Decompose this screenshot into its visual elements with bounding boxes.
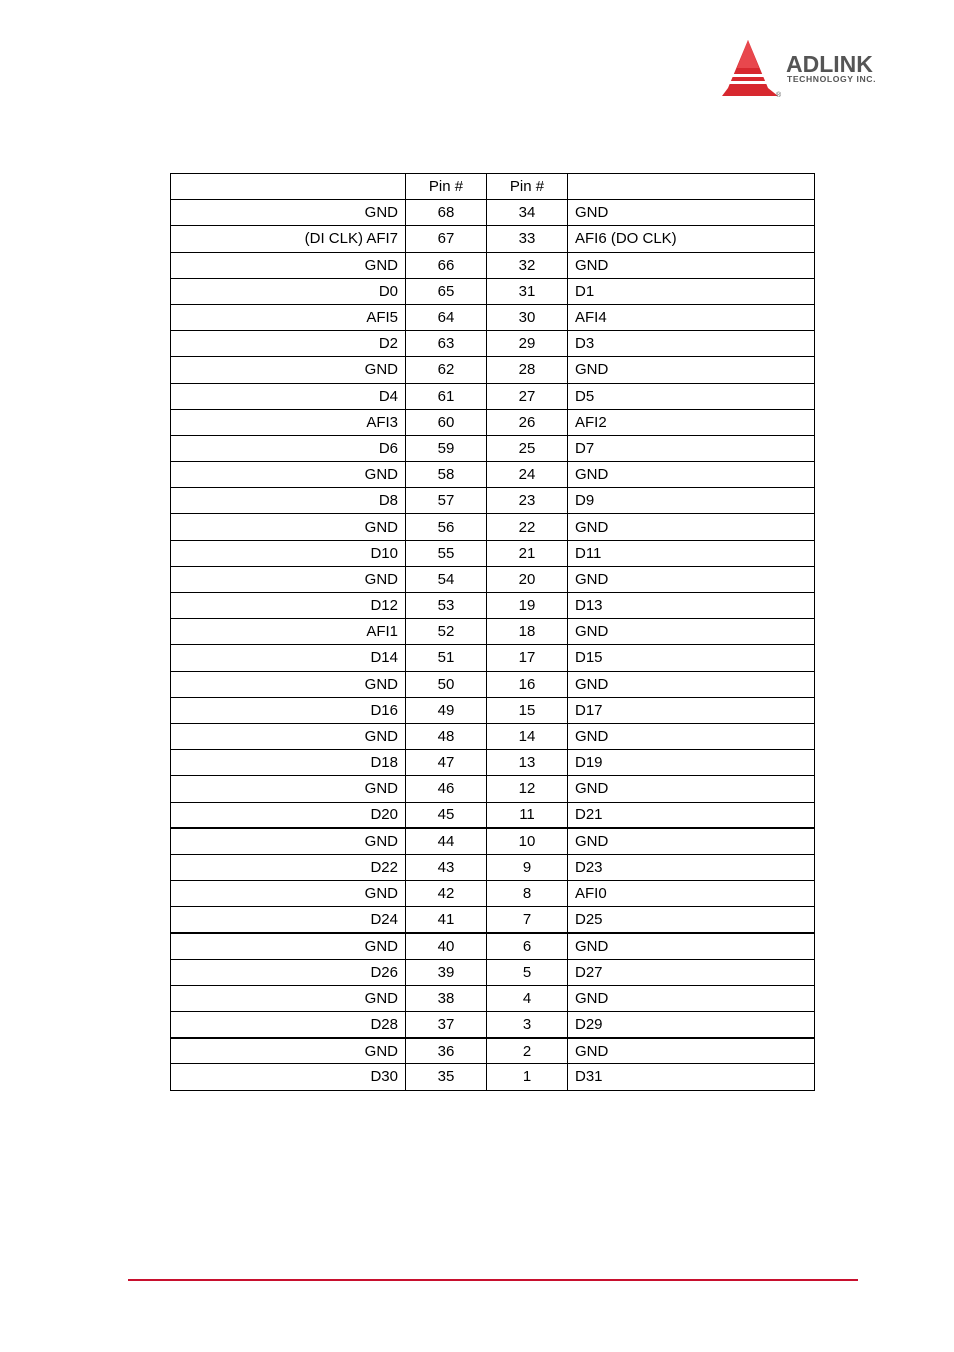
signal-left-cell: GND (171, 671, 406, 697)
signal-right-cell: D31 (568, 1064, 815, 1090)
pin-left-cell: 35 (406, 1064, 487, 1090)
pin-left-cell: 63 (406, 331, 487, 357)
pin-right-cell: 3 (487, 1012, 568, 1038)
pin-right-cell: 7 (487, 907, 568, 933)
signal-right-cell: GND (568, 933, 815, 959)
table-row (171, 1012, 815, 1038)
pin-left-cell: 41 (406, 907, 487, 933)
signal-right-cell: D13 (568, 593, 815, 619)
table-row (171, 828, 815, 854)
pin-right-cell: 16 (487, 671, 568, 697)
pin-right-cell: 25 (487, 435, 568, 461)
table-row (171, 462, 815, 488)
logo-tagline: TECHNOLOGY INC. (787, 74, 877, 84)
signal-left-cell: D16 (171, 697, 406, 723)
signal-right-cell: D3 (568, 331, 815, 357)
signal-right-cell: GND (568, 514, 815, 540)
pin-left-cell: 40 (406, 933, 487, 959)
pin-left-cell: 59 (406, 435, 487, 461)
table-row (171, 514, 815, 540)
pin-right-cell: 26 (487, 409, 568, 435)
pin-right-cell: 27 (487, 383, 568, 409)
signal-right-cell: GND (568, 671, 815, 697)
pin-left-cell: 47 (406, 750, 487, 776)
signal-left-cell: D6 (171, 435, 406, 461)
signal-left-cell: GND (171, 933, 406, 959)
pin-right-cell: 17 (487, 645, 568, 671)
pin-right-cell: 23 (487, 488, 568, 514)
table-row (171, 933, 815, 959)
signal-right-cell: AFI6 (DO CLK) (568, 226, 815, 252)
signal-right-cell: D9 (568, 488, 815, 514)
pin-right-cell: 31 (487, 278, 568, 304)
table-row (171, 619, 815, 645)
signal-left-cell: GND (171, 252, 406, 278)
pin-right-cell: 11 (487, 802, 568, 828)
pin-left-cell: 42 (406, 881, 487, 907)
adlink-triangle-logo (720, 40, 780, 96)
pin-left-cell: 62 (406, 357, 487, 383)
pin-left-cell: 38 (406, 985, 487, 1011)
pin-left-cell: 36 (406, 1038, 487, 1064)
table-row (171, 881, 815, 907)
pin-right-cell: 22 (487, 514, 568, 540)
signal-right-cell: GND (568, 462, 815, 488)
header-signal-left (171, 174, 406, 200)
pin-right-cell: 9 (487, 854, 568, 880)
pin-left-cell: 50 (406, 671, 487, 697)
signal-right-cell: D11 (568, 540, 815, 566)
table-row (171, 593, 815, 619)
signal-right-cell: GND (568, 357, 815, 383)
signal-left-cell: D20 (171, 802, 406, 828)
table-row (171, 252, 815, 278)
signal-right-cell: GND (568, 566, 815, 592)
pin-right-cell: 20 (487, 566, 568, 592)
signal-left-cell: GND (171, 200, 406, 226)
signal-left-cell: GND (171, 881, 406, 907)
signal-right-cell: AFI4 (568, 304, 815, 330)
pin-right-cell: 15 (487, 697, 568, 723)
signal-left-cell: D28 (171, 1012, 406, 1038)
table-row (171, 959, 815, 985)
pin-left-cell: 44 (406, 828, 487, 854)
pin-right-cell: 32 (487, 252, 568, 278)
pin-left-cell: 58 (406, 462, 487, 488)
table-row (171, 723, 815, 749)
table-row (171, 357, 815, 383)
pin-right-cell: 12 (487, 776, 568, 802)
signal-left-cell: GND (171, 723, 406, 749)
pin-right-cell: 6 (487, 933, 568, 959)
pin-left-cell: 39 (406, 959, 487, 985)
pin-right-cell: 30 (487, 304, 568, 330)
pin-right-cell: 2 (487, 1038, 568, 1064)
signal-right-cell: D17 (568, 697, 815, 723)
signal-left-cell: D26 (171, 959, 406, 985)
pin-right-cell: 34 (487, 200, 568, 226)
pin-left-cell: 67 (406, 226, 487, 252)
signal-left-cell: D4 (171, 383, 406, 409)
pin-right-cell: 13 (487, 750, 568, 776)
signal-left-cell: D2 (171, 331, 406, 357)
signal-right-cell: D27 (568, 959, 815, 985)
signal-right-cell: D7 (568, 435, 815, 461)
pin-left-cell: 52 (406, 619, 487, 645)
signal-right-cell: GND (568, 723, 815, 749)
table-row (171, 278, 815, 304)
pin-left-cell: 48 (406, 723, 487, 749)
header-pin-right: Pin # (487, 174, 568, 200)
pin-left-cell: 55 (406, 540, 487, 566)
pin-right-cell: 10 (487, 828, 568, 854)
signal-right-cell: D15 (568, 645, 815, 671)
signal-right-cell: D5 (568, 383, 815, 409)
table-header-row (171, 174, 815, 200)
table-row (171, 776, 815, 802)
logo-brand: ADLINK (786, 51, 873, 77)
signal-left-cell: D14 (171, 645, 406, 671)
table-row (171, 802, 815, 828)
table-row (171, 985, 815, 1011)
table-row (171, 907, 815, 933)
pin-left-cell: 37 (406, 1012, 487, 1038)
signal-left-cell: D0 (171, 278, 406, 304)
pin-right-cell: 4 (487, 985, 568, 1011)
table-row (171, 488, 815, 514)
pin-left-cell: 57 (406, 488, 487, 514)
pin-left-cell: 65 (406, 278, 487, 304)
pin-left-cell: 53 (406, 593, 487, 619)
pin-right-cell: 5 (487, 959, 568, 985)
pin-right-cell: 24 (487, 462, 568, 488)
signal-left-cell: D12 (171, 593, 406, 619)
pin-right-cell: 1 (487, 1064, 568, 1090)
pin-table-body (171, 174, 815, 1091)
pin-left-cell: 60 (406, 409, 487, 435)
signal-left-cell: GND (171, 985, 406, 1011)
table-row (171, 200, 815, 226)
table-row (171, 409, 815, 435)
header-signal-right (568, 174, 815, 200)
signal-right-cell: AFI2 (568, 409, 815, 435)
signal-left-cell: GND (171, 357, 406, 383)
pin-right-cell: 28 (487, 357, 568, 383)
pin-left-cell: 49 (406, 697, 487, 723)
adlink-logo (720, 38, 915, 100)
pin-left-cell: 43 (406, 854, 487, 880)
signal-left-cell: GND (171, 776, 406, 802)
signal-right-cell: GND (568, 252, 815, 278)
table-row (171, 854, 815, 880)
signal-left-cell: D30 (171, 1064, 406, 1090)
table-row (171, 566, 815, 592)
pin-right-cell: 21 (487, 540, 568, 566)
pin-left-cell: 54 (406, 566, 487, 592)
signal-left-cell: AFI1 (171, 619, 406, 645)
pin-left-cell: 68 (406, 200, 487, 226)
pin-left-cell: 64 (406, 304, 487, 330)
table-row (171, 750, 815, 776)
signal-right-cell: GND (568, 200, 815, 226)
signal-left-cell: AFI3 (171, 409, 406, 435)
signal-right-cell: D1 (568, 278, 815, 304)
signal-right-cell: GND (568, 776, 815, 802)
table-row (171, 331, 815, 357)
table-row (171, 645, 815, 671)
pin-left-cell: 66 (406, 252, 487, 278)
signal-right-cell: AFI0 (568, 881, 815, 907)
table-row (171, 1064, 815, 1090)
signal-right-cell: D21 (568, 802, 815, 828)
pin-left-cell: 45 (406, 802, 487, 828)
table-row (171, 671, 815, 697)
table-row (171, 1038, 815, 1064)
table-row (171, 226, 815, 252)
signal-right-cell: GND (568, 828, 815, 854)
logo-registered-mark: ® (776, 92, 782, 99)
pin-right-cell: 29 (487, 331, 568, 357)
table-row (171, 540, 815, 566)
pin-left-cell: 56 (406, 514, 487, 540)
table-row (171, 697, 815, 723)
pin-right-cell: 18 (487, 619, 568, 645)
signal-right-cell: GND (568, 1038, 815, 1064)
pin-right-cell: 14 (487, 723, 568, 749)
signal-left-cell: GND (171, 514, 406, 540)
signal-left-cell: AFI5 (171, 304, 406, 330)
signal-left-cell: GND (171, 566, 406, 592)
signal-right-cell: D25 (568, 907, 815, 933)
header-pin-left: Pin # (406, 174, 487, 200)
signal-left-cell: GND (171, 1038, 406, 1064)
signal-left-cell: D24 (171, 907, 406, 933)
signal-left-cell: D8 (171, 488, 406, 514)
table-row (171, 304, 815, 330)
signal-right-cell: D19 (568, 750, 815, 776)
pin-right-cell: 33 (487, 226, 568, 252)
signal-left-cell: D18 (171, 750, 406, 776)
signal-left-cell: GND (171, 828, 406, 854)
table-row (171, 435, 815, 461)
signal-right-cell: D29 (568, 1012, 815, 1038)
pin-right-cell: 8 (487, 881, 568, 907)
pin-left-cell: 61 (406, 383, 487, 409)
signal-left-cell: D10 (171, 540, 406, 566)
footer-rule (128, 1279, 858, 1281)
table-row (171, 383, 815, 409)
signal-right-cell: GND (568, 619, 815, 645)
pin-left-cell: 51 (406, 645, 487, 671)
signal-left-cell: D22 (171, 854, 406, 880)
signal-right-cell: D23 (568, 854, 815, 880)
pin-left-cell: 46 (406, 776, 487, 802)
connector-pin-table (170, 173, 815, 1091)
signal-left-cell: (DI CLK) AFI7 (171, 226, 406, 252)
signal-right-cell: GND (568, 985, 815, 1011)
pin-right-cell: 19 (487, 593, 568, 619)
signal-left-cell: GND (171, 462, 406, 488)
